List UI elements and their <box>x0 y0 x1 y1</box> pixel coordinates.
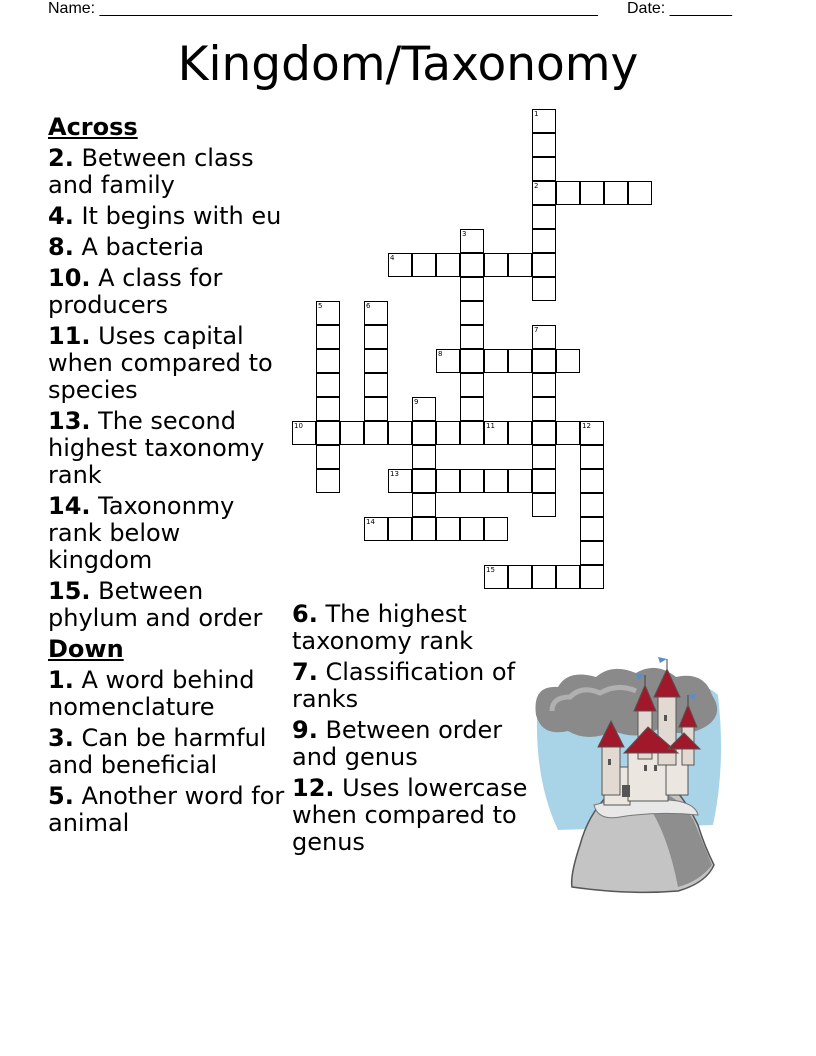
clue-item <box>292 717 532 771</box>
clue-item <box>292 659 532 713</box>
cell-number: 12 <box>582 422 591 430</box>
crossword-cell[interactable] <box>364 349 388 373</box>
crossword-cell[interactable] <box>412 421 436 445</box>
window-1 <box>608 759 611 765</box>
window-3 <box>644 765 647 771</box>
cell-number: 3 <box>462 230 467 238</box>
clue-item <box>48 408 288 489</box>
crossword-cell[interactable] <box>532 469 556 493</box>
crossword-cell[interactable] <box>436 421 460 445</box>
crossword-cell[interactable] <box>460 253 484 277</box>
crossword-cell[interactable] <box>388 253 412 277</box>
crossword-cell[interactable] <box>556 565 580 589</box>
crossword-cell[interactable] <box>460 301 484 325</box>
crossword-cell[interactable] <box>556 181 580 205</box>
clue-number: 4. <box>48 202 74 230</box>
cell-number: 5 <box>318 302 323 310</box>
crossword-cell[interactable] <box>508 565 532 589</box>
crossword-cell[interactable] <box>412 493 436 517</box>
crossword-cell[interactable] <box>316 349 340 373</box>
down-clue-list-left <box>48 667 288 837</box>
cell-number: 14 <box>366 518 375 526</box>
crossword-cell[interactable] <box>412 469 436 493</box>
cell-number: 6 <box>366 302 371 310</box>
crossword-cell[interactable] <box>460 373 484 397</box>
crossword-cell[interactable] <box>316 421 340 445</box>
crossword-cell[interactable] <box>580 565 604 589</box>
crossword-cell[interactable] <box>484 421 508 445</box>
clue-text: The second highest taxonomy rank <box>48 407 265 489</box>
crossword-cell[interactable] <box>316 373 340 397</box>
across-clue-list <box>48 145 288 632</box>
cell-number: 10 <box>294 422 303 430</box>
clue-item <box>292 601 532 655</box>
crossword-cell[interactable] <box>364 397 388 421</box>
crossword-cell[interactable] <box>316 445 340 469</box>
clue-item <box>48 234 288 261</box>
crossword-cell[interactable] <box>532 493 556 517</box>
cell-number: 9 <box>414 398 419 406</box>
crossword-cell[interactable] <box>532 181 556 205</box>
crossword-cell[interactable] <box>316 397 340 421</box>
crossword-cell[interactable] <box>388 469 412 493</box>
page-title: Kingdom/Taxonomy <box>177 37 639 92</box>
crossword-cell[interactable] <box>412 517 436 541</box>
crossword-cell[interactable] <box>460 421 484 445</box>
crossword-cell[interactable] <box>460 325 484 349</box>
crossword-cell[interactable] <box>604 181 628 205</box>
crossword-cell[interactable] <box>532 565 556 589</box>
crossword-cell[interactable] <box>580 493 604 517</box>
clue-text: The highest taxonomy rank <box>292 600 474 655</box>
castle-illustration <box>528 655 726 895</box>
tower-left <box>602 745 620 795</box>
clue-number: 2. <box>48 144 74 172</box>
clue-item <box>48 203 288 230</box>
cell-number: 1 <box>534 110 539 118</box>
window-2 <box>664 715 667 721</box>
clue-number: 14. <box>48 492 91 520</box>
clue-text: Between order and genus <box>292 716 503 771</box>
clues-left-column <box>48 114 288 841</box>
clue-number: 12. <box>292 774 335 802</box>
crossword-cell[interactable] <box>484 517 508 541</box>
clue-item <box>48 725 288 779</box>
clue-number: 7. <box>292 658 318 686</box>
clue-text: A class for producers <box>48 264 223 319</box>
crossword-cell[interactable] <box>508 469 532 493</box>
clue-number: 8. <box>48 233 74 261</box>
clue-item <box>292 775 532 856</box>
crossword-cell[interactable] <box>316 325 340 349</box>
crossword-cell[interactable] <box>436 349 460 373</box>
flag-center <box>658 657 667 663</box>
crossword-cell[interactable] <box>484 469 508 493</box>
crossword-cell[interactable] <box>484 253 508 277</box>
clue-item <box>48 323 288 404</box>
clue-item <box>48 493 288 574</box>
crossword-cell[interactable] <box>532 373 556 397</box>
crossword-cell[interactable] <box>532 133 556 157</box>
crossword-cell[interactable] <box>532 109 556 133</box>
clue-text: Can be harmful and beneficial <box>48 724 267 779</box>
crossword-cell[interactable] <box>532 277 556 301</box>
crossword-cell[interactable] <box>532 157 556 181</box>
clue-number: 9. <box>292 716 318 744</box>
clues-right-column <box>292 601 532 860</box>
crossword-cell[interactable] <box>508 253 532 277</box>
clue-number: 15. <box>48 577 91 605</box>
crossword-cell[interactable] <box>436 469 460 493</box>
crossword-cell[interactable] <box>292 421 316 445</box>
crossword-cell[interactable] <box>436 253 460 277</box>
cell-number: 7 <box>534 326 539 334</box>
crossword-cell[interactable] <box>364 421 388 445</box>
across-heading: Across <box>48 113 138 141</box>
crossword-cell[interactable] <box>364 373 388 397</box>
crossword-cell[interactable] <box>628 181 652 205</box>
crossword-cell[interactable] <box>388 421 412 445</box>
crossword-cell[interactable] <box>532 205 556 229</box>
clue-text: Between class and family <box>48 144 254 199</box>
crossword-cell[interactable] <box>340 421 364 445</box>
crossword-cell[interactable] <box>580 181 604 205</box>
clue-text: Uses lowercase when compared to genus <box>292 774 528 856</box>
window-4 <box>654 765 657 771</box>
crossword-cell[interactable] <box>460 277 484 301</box>
crossword-cell[interactable] <box>460 469 484 493</box>
clue-number: 5. <box>48 782 74 810</box>
crossword-cell[interactable] <box>364 517 388 541</box>
crossword-cell[interactable] <box>460 229 484 253</box>
crossword-cell[interactable] <box>532 397 556 421</box>
clue-text: It begins with eu <box>73 202 282 230</box>
crossword-cell[interactable] <box>532 349 556 373</box>
clue-text: Uses capital when compared to species <box>48 322 273 404</box>
tower-center <box>658 695 676 765</box>
cell-number: 8 <box>438 350 443 358</box>
crossword-cell[interactable] <box>412 397 436 421</box>
clue-item <box>48 783 288 837</box>
clue-number: 11. <box>48 322 91 350</box>
clue-number: 1. <box>48 666 74 694</box>
crossword-cell[interactable] <box>508 421 532 445</box>
crossword-cell[interactable] <box>316 469 340 493</box>
crossword-cell[interactable] <box>316 301 340 325</box>
clue-text: Another word for animal <box>48 782 285 837</box>
crossword-cell[interactable] <box>532 445 556 469</box>
clue-number: 13. <box>48 407 91 435</box>
cell-number: 13 <box>390 470 399 478</box>
clue-text: A bacteria <box>73 233 205 261</box>
cell-number: 4 <box>390 254 395 262</box>
crossword-cell[interactable] <box>580 469 604 493</box>
cell-number: 11 <box>486 422 495 430</box>
cell-number: 2 <box>534 182 539 190</box>
cell-number: 15 <box>486 566 495 574</box>
clue-number: 3. <box>48 724 74 752</box>
crossword-cell[interactable] <box>532 253 556 277</box>
crossword-cell[interactable] <box>364 325 388 349</box>
clue-item <box>48 145 288 199</box>
crossword-cell[interactable] <box>532 325 556 349</box>
crossword-cell[interactable] <box>388 517 412 541</box>
crossword-cell[interactable] <box>412 445 436 469</box>
crossword-cell[interactable] <box>412 253 436 277</box>
clue-text: Taxononmy rank below kingdom <box>48 492 235 574</box>
clue-item <box>48 578 288 632</box>
crossword-cell[interactable] <box>460 397 484 421</box>
crossword-cell[interactable] <box>556 349 580 373</box>
clue-number: 6. <box>292 600 318 628</box>
crossword-cell[interactable] <box>580 541 604 565</box>
crossword-cell[interactable] <box>580 517 604 541</box>
crossword-cell[interactable] <box>484 565 508 589</box>
crossword-cell[interactable] <box>460 349 484 373</box>
crossword-cell[interactable] <box>436 517 460 541</box>
crossword-cell[interactable] <box>532 421 556 445</box>
gate <box>622 785 630 797</box>
down-clue-list-right <box>292 601 532 856</box>
date-field-line: Date: _______ <box>627 0 732 17</box>
down-heading: Down <box>48 635 124 663</box>
crossword-cell[interactable] <box>556 421 580 445</box>
clue-item <box>48 265 288 319</box>
clue-text: A word behind nomenclature <box>48 666 255 721</box>
crossword-cell[interactable] <box>580 421 604 445</box>
clue-text: Classification of ranks <box>292 658 516 713</box>
crossword-cell[interactable] <box>580 445 604 469</box>
clue-number: 10. <box>48 264 91 292</box>
crossword-cell[interactable] <box>532 229 556 253</box>
crossword-cell[interactable] <box>460 517 484 541</box>
crossword-cell[interactable] <box>364 301 388 325</box>
crossword-cell[interactable] <box>484 349 508 373</box>
clue-text: Between phylum and order <box>48 577 263 632</box>
name-field-line: Name: ________________________________________________________ <box>48 0 598 17</box>
clue-item <box>48 667 288 721</box>
crossword-cell[interactable] <box>508 349 532 373</box>
